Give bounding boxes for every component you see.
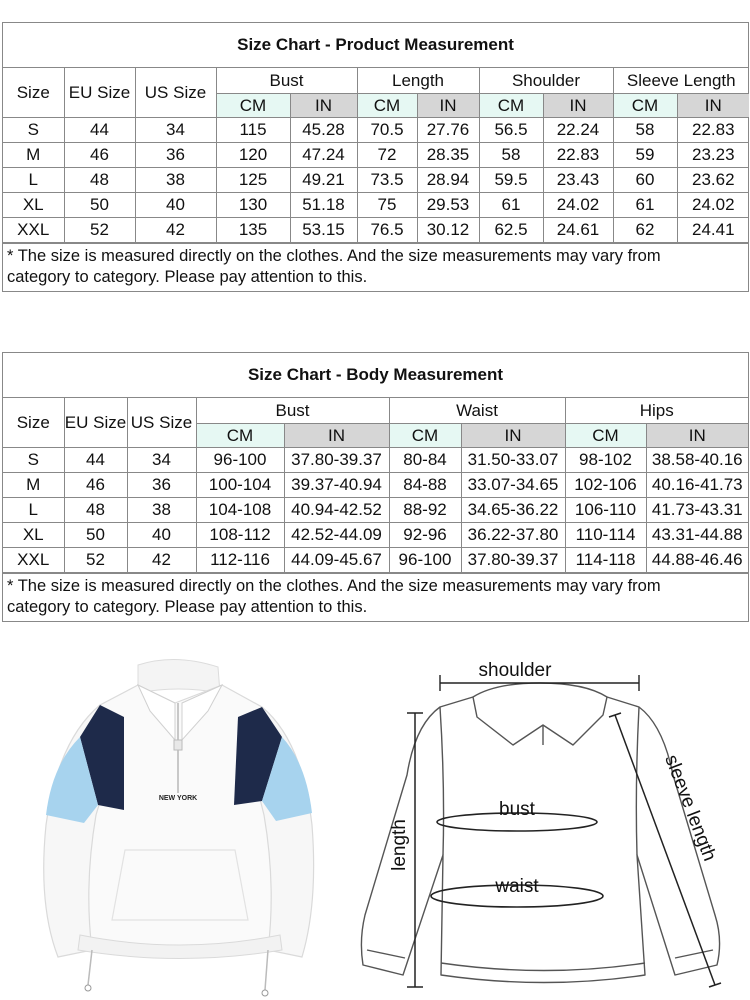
eu-size-cell: 46	[64, 473, 127, 498]
measurement-cell: 22.83	[543, 143, 613, 168]
measurement-cell: 75	[357, 193, 417, 218]
measurement-cell: 70.5	[357, 118, 417, 143]
us-size-header: US Size	[127, 398, 196, 448]
eu-size-cell: 50	[64, 193, 135, 218]
measurement-cell: 34.65-36.22	[461, 498, 565, 523]
measurement-cell: 56.5	[479, 118, 543, 143]
measurement-cell: 31.50-33.07	[461, 448, 565, 473]
eu-size-cell: 52	[64, 218, 135, 243]
measurement-cell: 104-108	[196, 498, 284, 523]
measurement-cell: 115	[216, 118, 290, 143]
body-chart-title: Size Chart - Body Measurement	[3, 353, 748, 398]
measurement-cell: 100-104	[196, 473, 284, 498]
measurement-cell: 49.21	[290, 168, 357, 193]
table-row	[3, 498, 748, 523]
unit-cm: CM	[479, 94, 543, 118]
measurement-cell: 58	[613, 118, 677, 143]
product-rows	[3, 118, 749, 243]
length-label: length	[389, 819, 410, 871]
product-size-chart	[2, 22, 749, 292]
size-cell: XL	[3, 193, 64, 218]
size-cell: XXL	[3, 218, 64, 243]
size-header: Size	[3, 68, 64, 118]
measurement-cell: 23.23	[677, 143, 749, 168]
measurement-cell: 110-114	[565, 523, 646, 548]
eu-size-cell: 44	[64, 118, 135, 143]
bust-header: Bust	[216, 68, 357, 94]
measurement-cell: 58	[479, 143, 543, 168]
measurement-cell: 40.94-42.52	[284, 498, 389, 523]
measurement-cell: 24.02	[677, 193, 749, 218]
measurement-cell: 120	[216, 143, 290, 168]
product-size-table	[3, 68, 749, 243]
measurement-cell: 76.5	[357, 218, 417, 243]
measurement-cell: 24.61	[543, 218, 613, 243]
measurement-cell: 88-92	[389, 498, 461, 523]
measurement-cell: 47.24	[290, 143, 357, 168]
size-cell: XXL	[3, 548, 64, 573]
product-chart-title: Size Chart - Product Measurement	[3, 23, 748, 68]
bust-header: Bust	[196, 398, 389, 424]
measurement-cell: 106-110	[565, 498, 646, 523]
size-cell: L	[3, 498, 64, 523]
measurement-cell: 135	[216, 218, 290, 243]
measurement-cell: 22.24	[543, 118, 613, 143]
us-size-cell: 36	[135, 143, 216, 168]
product-photo	[0, 645, 330, 1000]
measurement-cell: 72	[357, 143, 417, 168]
table-row	[3, 168, 749, 193]
hips-header: Hips	[565, 398, 748, 424]
measurement-cell: 108-112	[196, 523, 284, 548]
measurement-cell: 37.80-39.37	[284, 448, 389, 473]
size-cell: S	[3, 118, 64, 143]
eu-size-cell: 50	[64, 523, 127, 548]
measurement-cell: 22.83	[677, 118, 749, 143]
measurement-cell: 112-116	[196, 548, 284, 573]
sleeve-length-label: sleeve length	[660, 752, 721, 865]
table-row	[3, 193, 749, 218]
shoulder-label: shoulder	[478, 660, 552, 681]
measurement-cell: 30.12	[417, 218, 479, 243]
product-chart-note	[3, 243, 748, 291]
unit-in: IN	[677, 94, 749, 118]
body-size-table	[3, 398, 748, 573]
measurement-cell: 28.35	[417, 143, 479, 168]
eu-size-header: EU Size	[64, 68, 135, 118]
measurement-cell: 96-100	[389, 548, 461, 573]
measurement-cell: 44.88-46.46	[646, 548, 748, 573]
measurement-cell: 28.94	[417, 168, 479, 193]
sweatshirt-print-text: NEW YORK	[158, 795, 198, 802]
unit-in: IN	[417, 94, 479, 118]
measurement-cell: 80-84	[389, 448, 461, 473]
us-size-cell: 38	[127, 498, 196, 523]
measurement-cell: 24.41	[677, 218, 749, 243]
measurement-cell: 24.02	[543, 193, 613, 218]
bust-label: bust	[499, 799, 535, 820]
measurement-cell: 59	[613, 143, 677, 168]
measurement-cell: 53.15	[290, 218, 357, 243]
unit-in: IN	[461, 424, 565, 448]
measurement-cell: 42.52-44.09	[284, 523, 389, 548]
eu-size-cell: 52	[64, 548, 127, 573]
unit-cm: CM	[357, 94, 417, 118]
measurement-cell: 23.43	[543, 168, 613, 193]
table-row	[3, 143, 749, 168]
measurement-cell: 40.16-41.73	[646, 473, 748, 498]
measurement-cell: 41.73-43.31	[646, 498, 748, 523]
us-size-cell: 34	[127, 448, 196, 473]
sleeve-length-header: Sleeve Length	[613, 68, 749, 94]
unit-cm: CM	[565, 424, 646, 448]
size-cell: XL	[3, 523, 64, 548]
measurement-cell: 125	[216, 168, 290, 193]
table-row	[3, 448, 748, 473]
us-size-cell: 40	[127, 523, 196, 548]
measurement-cell: 102-106	[565, 473, 646, 498]
measurement-cell: 45.28	[290, 118, 357, 143]
note-line-2: category to category. Please pay attention to this.	[7, 598, 368, 616]
measurement-cell: 62.5	[479, 218, 543, 243]
note-line-2: category to category. Please pay attention to this.	[7, 268, 368, 286]
measurement-cell: 130	[216, 193, 290, 218]
length-header: Length	[357, 68, 479, 94]
size-cell: L	[3, 168, 64, 193]
unit-in: IN	[284, 424, 389, 448]
measurement-cell: 98-102	[565, 448, 646, 473]
unit-in: IN	[543, 94, 613, 118]
measurement-cell: 39.37-40.94	[284, 473, 389, 498]
table-row	[3, 473, 748, 498]
body-chart-note	[3, 573, 748, 621]
unit-in: IN	[646, 424, 748, 448]
waist-label: waist	[495, 876, 539, 897]
measurement-cell: 59.5	[479, 168, 543, 193]
us-size-cell: 42	[127, 548, 196, 573]
measurement-cell: 23.62	[677, 168, 749, 193]
size-header: Size	[3, 398, 64, 448]
note-line-1: * The size is measured directly on the clothes. And the size measurements may vary from	[7, 247, 661, 265]
measurement-cell: 92-96	[389, 523, 461, 548]
body-rows	[3, 448, 748, 573]
measurement-cell: 96-100	[196, 448, 284, 473]
unit-cm: CM	[216, 94, 290, 118]
table-row	[3, 548, 748, 573]
eu-size-cell: 48	[64, 168, 135, 193]
us-size-cell: 38	[135, 168, 216, 193]
measurement-cell: 84-88	[389, 473, 461, 498]
size-cell: M	[3, 143, 64, 168]
shoulder-header: Shoulder	[479, 68, 613, 94]
measurement-cell: 27.76	[417, 118, 479, 143]
us-size-cell: 36	[127, 473, 196, 498]
eu-size-cell: 48	[64, 498, 127, 523]
measurement-cell: 61	[479, 193, 543, 218]
measurement-cell: 29.53	[417, 193, 479, 218]
measurement-cell: 33.07-34.65	[461, 473, 565, 498]
eu-size-header: EU Size	[64, 398, 127, 448]
measurement-cell: 36.22-37.80	[461, 523, 565, 548]
measurement-cell: 37.80-39.37	[461, 548, 565, 573]
measurement-cell: 51.18	[290, 193, 357, 218]
measurement-cell: 60	[613, 168, 677, 193]
us-size-cell: 40	[135, 193, 216, 218]
waist-header: Waist	[389, 398, 565, 424]
body-size-chart	[2, 352, 749, 622]
unit-cm: CM	[613, 94, 677, 118]
measurement-cell: 38.58-40.16	[646, 448, 748, 473]
measurement-diagram	[345, 645, 745, 1000]
size-cell: M	[3, 473, 64, 498]
eu-size-cell: 44	[64, 448, 127, 473]
us-size-cell: 34	[135, 118, 216, 143]
note-line-1: * The size is measured directly on the clothes. And the size measurements may vary from	[7, 577, 661, 595]
unit-in: IN	[290, 94, 357, 118]
unit-cm: CM	[196, 424, 284, 448]
table-row	[3, 523, 748, 548]
garment-illustrations	[0, 645, 750, 1000]
measurement-cell: 62	[613, 218, 677, 243]
measurement-cell: 114-118	[565, 548, 646, 573]
unit-cm: CM	[389, 424, 461, 448]
size-cell: S	[3, 448, 64, 473]
us-size-header: US Size	[135, 68, 216, 118]
measurement-cell: 43.31-44.88	[646, 523, 748, 548]
measurement-cell: 73.5	[357, 168, 417, 193]
table-row	[3, 218, 749, 243]
eu-size-cell: 46	[64, 143, 135, 168]
measurement-cell: 44.09-45.67	[284, 548, 389, 573]
us-size-cell: 42	[135, 218, 216, 243]
measurement-cell: 61	[613, 193, 677, 218]
table-row	[3, 118, 749, 143]
